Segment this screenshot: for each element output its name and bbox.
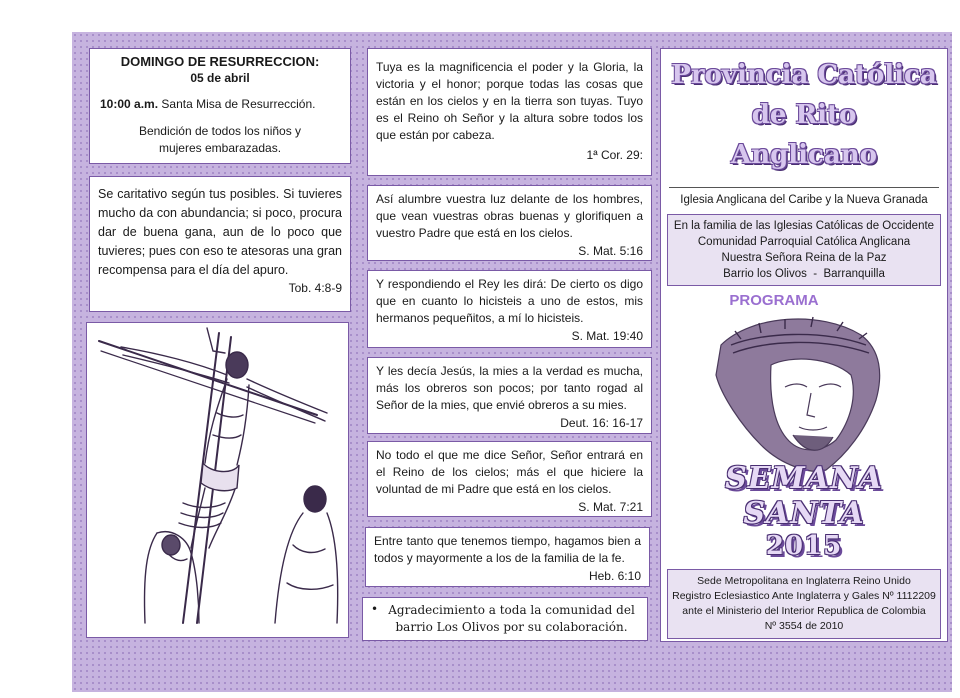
footer-line-4: Nº 3554 de 2010 bbox=[764, 620, 844, 632]
crucifixion-drawing bbox=[87, 323, 348, 637]
footer-line-1: Sede Metropolitana en Inglaterra Reino Unido bbox=[697, 575, 911, 587]
family-line-3: Nuestra Señora Reina de la Paz bbox=[721, 252, 887, 264]
christ-face-illustration bbox=[661, 305, 947, 475]
year: 2015 bbox=[765, 531, 843, 561]
footer-line-2: Registro Eclesiastico Ante Inglaterra y Gales Nº 1112209 bbox=[672, 590, 936, 602]
service-heading: DOMINGO DE RESURRECCION: bbox=[120, 54, 320, 69]
crucifixion-illustration bbox=[86, 322, 349, 638]
verse-reference: S. Mat. 5:16 bbox=[578, 244, 643, 258]
family-line-1: En la familia de las Iglesias Católicas de Occidente bbox=[673, 220, 935, 232]
verse-reference: S. Mat. 7:21 bbox=[578, 500, 643, 514]
service-blessing: Bendición de todos los niños y mujeres embarazadas. bbox=[138, 124, 302, 155]
service-date: 05 de abril bbox=[190, 71, 250, 85]
verse-box-3 bbox=[367, 270, 652, 348]
thanks-box bbox=[362, 597, 648, 641]
semana-santa-title: SEMANA SANTA bbox=[725, 461, 883, 531]
verse-box-1 bbox=[367, 48, 652, 176]
title-line-1: Provincia Católica bbox=[671, 60, 937, 90]
verse-text: Tuya es la magnificencia el poder y la Gloria, la victoria y el honor; porque todas las cosas que están en los cielos y en la tierra son tuyas. Tuyo es el Reino oh Señor y la altura sobre todos los que están por cabeza. bbox=[376, 60, 643, 142]
bullet-icon: • bbox=[371, 602, 379, 616]
title-line-3: Anglicano bbox=[731, 140, 877, 170]
registration-box bbox=[667, 569, 941, 639]
tobias-verse-box bbox=[89, 176, 351, 312]
verse-box-6 bbox=[365, 527, 650, 587]
service-event: Santa Misa de Resurrección. bbox=[161, 97, 316, 111]
verse-reference: Deut. 16: 16-17 bbox=[560, 416, 643, 430]
verse-box-2 bbox=[367, 185, 652, 261]
title-line-2: de Rito bbox=[751, 100, 857, 130]
service-box bbox=[89, 48, 351, 164]
church-name: Iglesia Anglicana del Caribe y la Nueva Granada bbox=[680, 194, 928, 206]
verse-text: Así alumbre vuestra luz delante de los hombres, que vean vuestras obras buenas y glorifiquen a vuestro Padre que está en los cielos. bbox=[376, 192, 643, 240]
verse-reference: Tob. 4:8-9 bbox=[288, 281, 342, 295]
thanks-text: Agradecimiento a toda la comunidad del barrio Los Olivos por su colaboración. bbox=[388, 603, 635, 634]
verse-reference: S. Mat. 19:40 bbox=[571, 329, 643, 343]
verse-text: Y respondiendo el Rey les dirá: De cierto os digo que en cuanto lo hicisteis a uno de estos, mis hermanos pequeñitos, a mí lo hicisteis. bbox=[376, 277, 643, 325]
verse-text: No todo el que me dice Señor, Señor entrará en el Reino de los cielos; más el que hiciere la voluntad de mi Padre que está en los cielos. bbox=[376, 448, 643, 496]
cover-panel bbox=[660, 48, 948, 642]
verse-box-5 bbox=[367, 441, 652, 517]
verse-text: Se caritativo según tus posibles. Si tuvieres mucho da con abundancia; si poco, procura dar de buena gana, aun de lo poco que tuvieres; pues con eso te atesoras una gran recompensa para el día del apuro. bbox=[98, 187, 342, 277]
location: Barrio los Olivos - Barranquilla bbox=[723, 268, 885, 280]
footer-line-3: ante el Ministerio del Interior Republica de Colombia bbox=[682, 605, 926, 617]
programa-heading: PROGRAMA bbox=[729, 292, 819, 309]
title-divider bbox=[669, 187, 939, 188]
verse-reference: Heb. 6:10 bbox=[588, 569, 641, 583]
service-time: 10:00 a.m. bbox=[100, 97, 159, 111]
verse-text: Y les decía Jesús, la mies a la verdad es mucha, más los obreros son pocos; por tanto rogad al Señor de la mies, que envié obreros a su mies. bbox=[376, 364, 643, 412]
verse-reference: 1ª Cor. 29: bbox=[586, 148, 643, 162]
verse-text: Entre tanto que tenemos tiempo, hagamos bien a todos y mayormente a los de la familia de la fe. bbox=[374, 534, 641, 565]
verse-box-4 bbox=[367, 357, 652, 434]
family-line-2: Comunidad Parroquial Católica Anglicana bbox=[697, 236, 911, 248]
parish-box bbox=[667, 214, 941, 286]
